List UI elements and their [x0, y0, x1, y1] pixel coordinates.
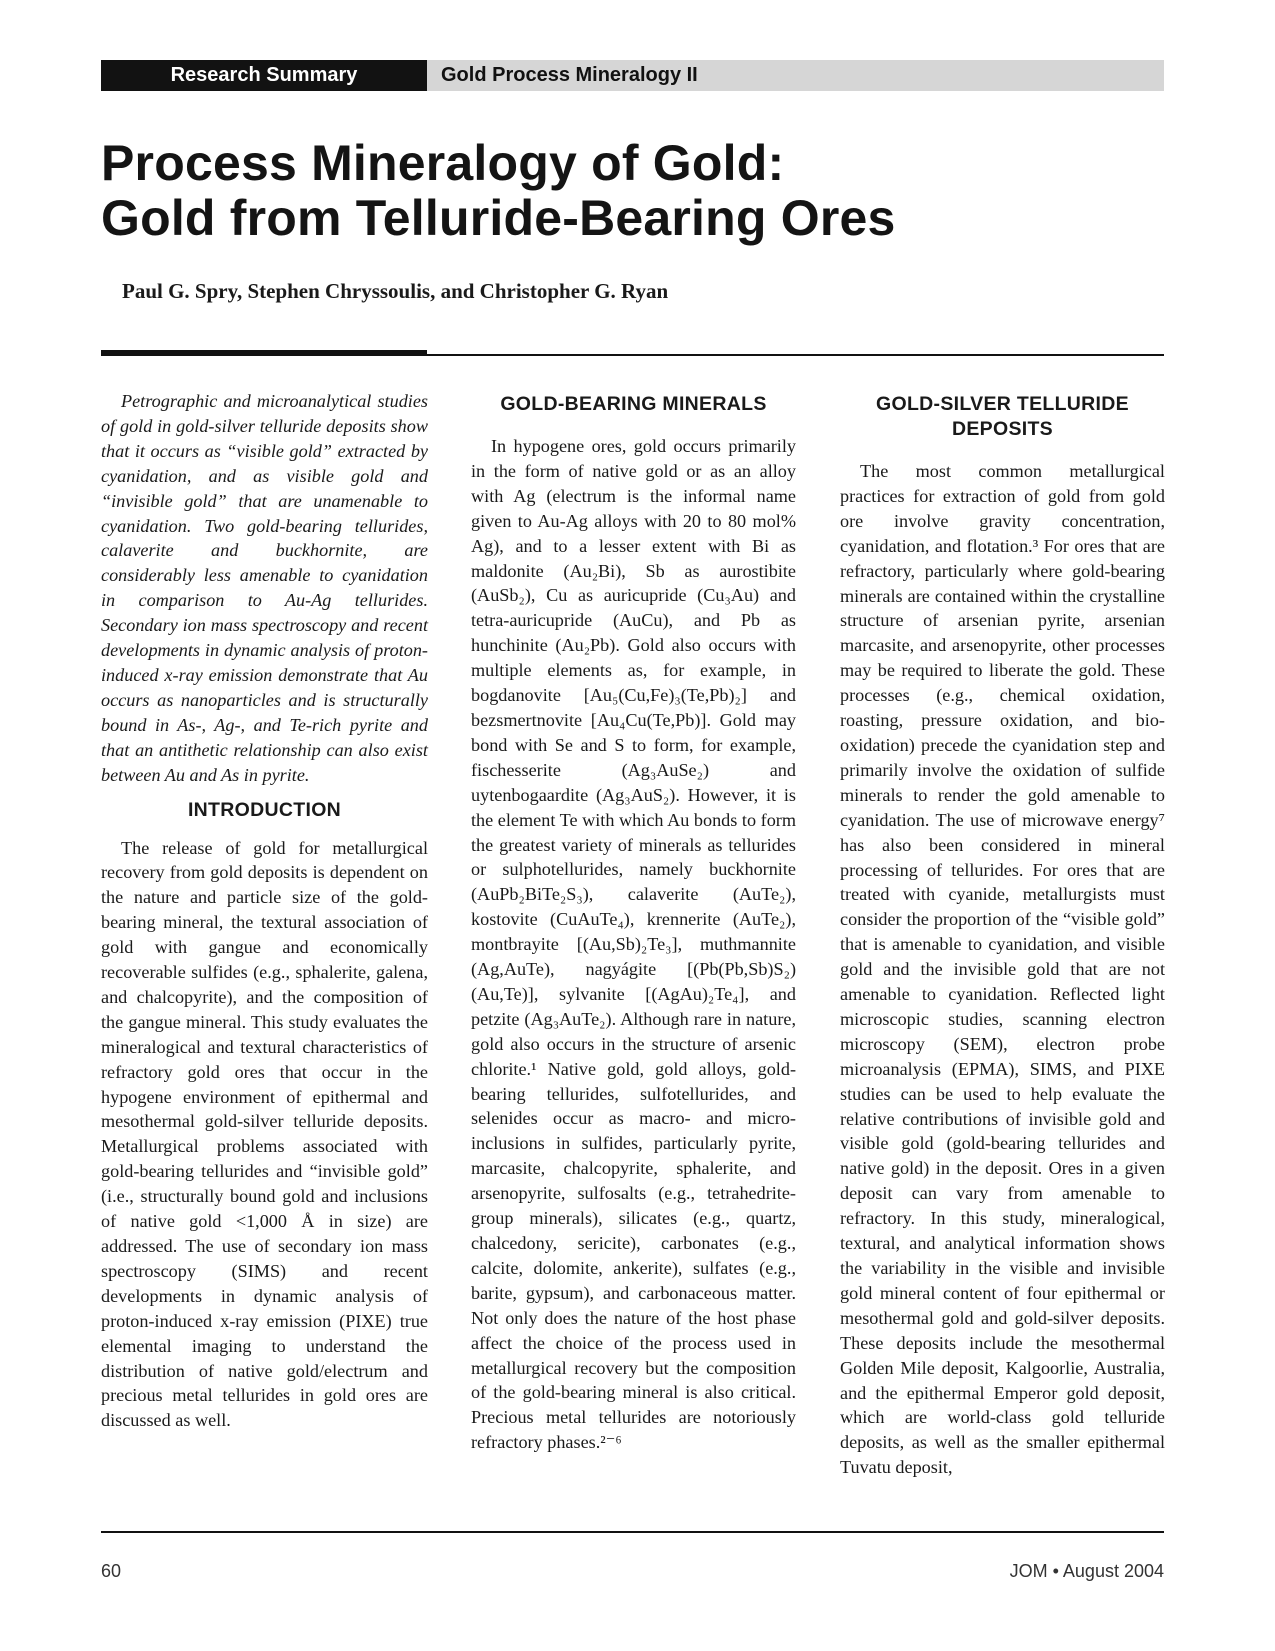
telluride-deposits-heading: GOLD-SILVER TELLURIDE DEPOSITS — [876, 393, 1129, 440]
page-number: 60 — [101, 1561, 122, 1581]
header-bar — [101, 60, 1164, 91]
introduction-text: The release of gold for metallurgical recovery from gold deposits is dependent on the nature and particle size of the gold-bearing mineral, the textural association of gold with gangue and economically recoverable sulfides (e.g., sphalerite, galena, and chalcopyrite), and the composition of the gangue mineral. This study evaluates the mineralogical and textural characteristics of refractory gold ores that occur in the hypogene environment of epithermal and mesothermal gold-silver telluride deposits. Metallurgical problems associated with gold-bearing tellurides and “invisible gold” (i.e., structurally bound gold and inclusions of native gold <1,000 Å in size) are addressed. The use of secondary ion mass spectroscopy (SIMS) and recent developments in dynamic analysis of proton-induced x-ray emission (PIXE) true elemental imaging to understand the distribution of native gold/electrum and precious metal tellurides in gold ores are discussed as well. — [101, 837, 428, 1431]
authors: Paul G. Spry, Stephen Chryssoulis, and Christopher G. Ryan — [122, 279, 669, 303]
column-1 — [101, 389, 428, 1433]
introduction-heading: INTRODUCTION — [187, 798, 342, 821]
abstract: Petrographic and microanalytical studies of gold in gold-silver telluride deposits show that it occurs as “visible gold” extracted by cyanidation, and as visible gold and “invisible gold” that are unamenable to cyanidation. Two gold-bearing tellurides, calaverite and buckhornite, are considerably less amenable to cyanidation in comparison to Au-Ag tellurides. Secondary ion mass spectroscopy and recent developments in dynamic analysis of proton-induced x-ray emission demonstrate that Au occurs as nanoparticles and is structurally bound in As-, Ag-, and Te-rich pyrite and that an antithetic relationship can also exist between Au and As in pyrite. — [101, 391, 428, 785]
journal-citation: JOM • August 2004 — [1009, 1561, 1164, 1581]
telluride-deposits-text: The most common metallurgical practices for extraction of gold from gold ore involve gravity concentration, cyanidation, and flotation.³ For ores that are refractory, particularly where gold-bearing minerals are contained within the crystalline structure of arsenian pyrite, arsenian marcasite, and arsenopyrite, other processes may be required to liberate the gold. These processes (e.g., chemical oxidation, roasting, pressure oxidation, and bio-oxidation) precede the cyanidation step and primarily involve the oxidation of sulfide minerals to render the gold amenable to cyanidation. The use of microwave energy⁷ has also been considered in mineral processing of tellurides. For ores that are treated with cyanide, metallurgists must consider the proportion of the “visible gold” that is amenable to cyanidation, and visible gold and the invisible gold that are not amenable to cyanidation. Reflected light microscopic studies, scanning electron microscopy (SEM), electron probe microanalysis (EPMA), SIMS, and PIXE studies can be used to help evaluate the relative contributions of invisible gold and visible gold (gold-bearing tellurides and native gold) in the deposit. Ores in a given deposit can vary from amenable to refractory. In this study, mineralogical, textural, and analytical information shows the variability in the visible and invisible gold mineral content of four epithermal or mesothermal gold and gold-silver deposits. These deposits include the mesothermal Golden Mile deposit, Kalgoorlie, Australia, and the epithermal Emperor gold deposit, which are world-class gold telluride deposits, as well as the smaller epithermal Tuvatu deposit, — [840, 461, 1165, 1478]
gold-bearing-minerals-heading: GOLD-BEARING MINERALS — [500, 393, 767, 415]
title-rule-thin — [427, 354, 1164, 356]
title-line-2: Gold from Telluride-Bearing Ores — [101, 190, 896, 246]
series-label: Gold Process Mineralogy II — [427, 60, 1164, 91]
section-label: Research Summary — [101, 60, 427, 91]
column-3 — [840, 389, 1165, 1480]
article-title — [101, 136, 1171, 246]
column-2 — [471, 389, 796, 1455]
title-line-1: Process Mineralogy of Gold: — [101, 135, 785, 191]
title-rule-thick — [101, 350, 427, 356]
footer-rule — [101, 1531, 1164, 1533]
gold-bearing-minerals-text: In hypogene ores, gold occurs primarily in the form of native gold or as an alloy with Ag (electrum is the informal name given to Au-Ag alloys with 20 to 80 mol% Ag), and to a lesser extent with Bi as maldonite (Au₂Bi), Sb as aurostibite (AuSb₂), Cu as auricupride (Cu₃Au) and tetra-auricupride (AuCu), and Pb as hunchinite (Au₂Pb). Gold also occurs with multiple elements as, for example, in bogdanovite [Au₅(Cu,Fe)₃(Te,Pb)₂] and bezsmertnovite [Au₄Cu(Te,Pb)]. Gold may bond with Se and S to form, for example, fischesserite (Ag₃AuSe₂) and uytenbogaardite (Ag₃AuS₂). However, it is the element Te with which Au bonds to form the greatest variety of minerals as tellurides or sulphotellurides, namely buckhornite (AuPb₂BiTe₂S₃), calaverite (AuTe₂), kostovite (CuAuTe₄), krennerite (AuTe₂), montbrayite [(Au,Sb)₂Te₃], muthmannite (Ag,AuTe), nagyágite [(Pb(Pb,Sb)S₂)(Au,Te)], sylvanite [(AgAu)₂Te₄], and petzite (Ag₃AuTe₂). Although rare in nature, gold also occurs in the structure of arsenic chlorite.¹ Native gold, gold alloys, gold-bearing tellurides, sulfotellurides, and selenides occur as macro- and micro-inclusions in sulfides, particularly pyrite, marcasite, chalcopyrite, sphalerite, and arsenopyrite, sulfosalts (e.g., tetrahedrite-group minerals), silicates (e.g., quartz, chalcedony, sericite), carbonates (e.g., calcite, dolomite, ankerite), sulfates (e.g., barite, gypsum), and carbonaceous matter. Not only does the nature of the host phase affect the choice of the process used in metallurgical recovery but the composition of the gold-bearing mineral is also critical. Precious metal tellurides are notoriously refractory phases.²⁻⁶ — [471, 436, 796, 1453]
